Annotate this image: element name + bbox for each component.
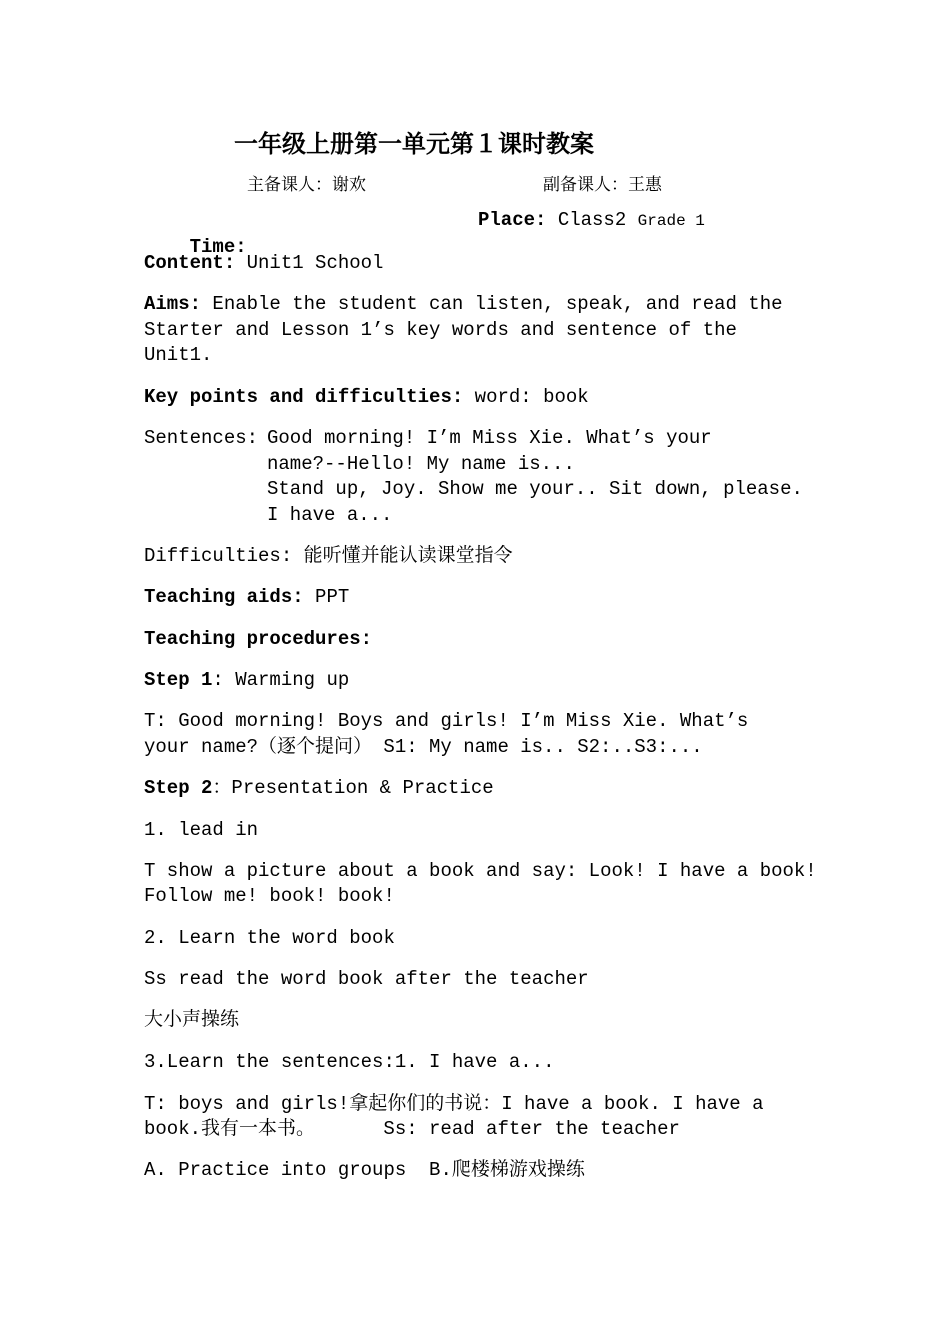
aims-line-1: Enable the student can listen, speak, and read the bbox=[212, 293, 783, 315]
step-1-label: Step 1 bbox=[144, 669, 213, 691]
practice-line: A. Practice into groups B.爬楼梯游戏操练 bbox=[144, 1159, 585, 1181]
teaching-aids-value: PPT bbox=[315, 586, 350, 608]
place-row bbox=[478, 209, 705, 231]
step-1-value: : Warming up bbox=[212, 669, 350, 691]
step-2-value: ：Presentation & Practice bbox=[212, 777, 494, 799]
step-2-row bbox=[144, 776, 824, 802]
teaching-procedures-heading bbox=[144, 627, 824, 653]
content-label: Content: bbox=[144, 252, 236, 274]
aims-line-3: Unit1. bbox=[144, 344, 213, 366]
loud-soft-practice: 大小声操练 bbox=[144, 1009, 240, 1031]
key-points-value: word: book bbox=[474, 386, 589, 408]
learn-word-item: 2. Learn the word book bbox=[144, 927, 395, 949]
aims-label: Aims: bbox=[144, 293, 202, 315]
sentences-line-1: Good morning! I’m Miss Xie. What’s your bbox=[267, 427, 712, 449]
key-points-row bbox=[144, 385, 824, 411]
teaching-procedures-label: Teaching procedures: bbox=[144, 628, 373, 650]
lead-in-item: 1. lead in bbox=[144, 819, 259, 841]
sentences-line-3: Stand up, Joy. Show me your.. Sit down, please. bbox=[267, 478, 803, 500]
difficulties-row: Difficulties: 能听懂并能认读课堂指令 bbox=[144, 545, 513, 567]
show-picture-line-1: T show a picture about a book and say: Look! I have a book! bbox=[144, 860, 817, 882]
step-1-row bbox=[144, 668, 824, 694]
key-points-label: Key points and difficulties: bbox=[144, 386, 464, 408]
step-2-label: Step 2 bbox=[144, 777, 213, 799]
aims-row bbox=[144, 292, 824, 318]
ss-read-line: Ss read the word book after the teacher bbox=[144, 968, 589, 990]
vice-author: 副备课人：王惠 bbox=[543, 175, 662, 195]
teacher-greeting-line-1: T: Good morning! Boys and girls! I’m Miss Xie. What’s bbox=[144, 710, 749, 732]
place-grade: Grade 1 bbox=[637, 212, 705, 230]
main-author: 主备课人：谢欢 bbox=[247, 175, 366, 195]
teaching-aids-label: Teaching aids: bbox=[144, 586, 304, 608]
teacher-book-line-2: book.我有一本书。 Ss: read after the teacher bbox=[144, 1118, 680, 1140]
document-title: 一年级上册第一单元第１课时教案 bbox=[234, 129, 594, 158]
teacher-greeting-line-2: your name?（逐个提问） S1: My name is.. S2:..S3:... bbox=[144, 736, 703, 758]
aims-line-2: Starter and Lesson 1’s key words and sentence of the bbox=[144, 319, 737, 341]
learn-sentences-item: 3.Learn the sentences:1. I have a... bbox=[144, 1051, 555, 1073]
show-picture-line-2: Follow me! book! book! bbox=[144, 885, 395, 907]
teacher-book-line-1: T: boys and girls!拿起你们的书说：I have a book. I have a bbox=[144, 1093, 764, 1115]
content-row bbox=[144, 251, 824, 277]
place-value: Class2 bbox=[557, 209, 627, 231]
sentences-line-4: I have a... bbox=[267, 504, 393, 526]
sentences-label: Sentences: bbox=[144, 427, 259, 449]
place-label: Place: bbox=[478, 209, 547, 231]
time-label: Time: bbox=[189, 235, 247, 258]
teaching-aids-row bbox=[144, 585, 824, 611]
content-value: Unit1 School bbox=[246, 252, 384, 274]
sentences-line-2: name?--Hello! My name is... bbox=[267, 453, 575, 475]
